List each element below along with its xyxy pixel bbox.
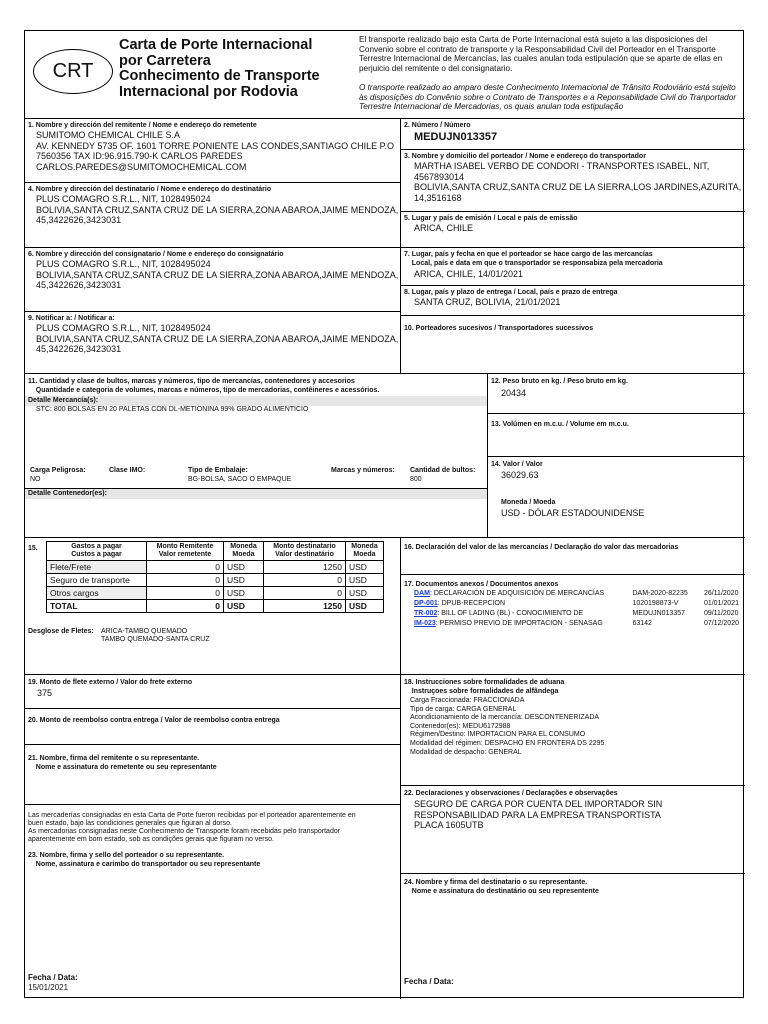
marks-label: Marcas y números: [331,467,395,474]
divider [400,211,745,212]
cost-sender: 0 [147,561,224,574]
divider [25,247,400,248]
divider [25,674,400,675]
external-freight-value: 375 [37,688,53,698]
field-7-label: 7. Lugar, país y fecha en que el porteador se hace cargo de las mercancías Local, país e data em que o transportador se responsabiza pela mercadoria [404,251,663,267]
notify-value: PLUS COMAGRO S.R.L., NIT, 1028495024 BOLIVIA,SANTA CRUZ,SANTA CRUZ DE LA SIERRA,ZONA ABAROA,JAIME MENDOZA, 45,3422626,3423031 [36,323,399,354]
currency-value: USD - DÓLAR ESTADOUNIDENSE [501,508,645,518]
cost-recipient: 0 [264,574,346,587]
freight-breakdown-value: ARICA-TAMBO QUEMADO TAMBO QUEMADO-SANTA CRUZ [101,628,210,643]
costs-header: Gastos a pagar Custos a pagar [47,542,147,561]
doc-number: 1020198873-V [632,600,679,607]
cost-name: Seguro de transporte [47,574,147,587]
package-count-label: Cantidad de bultos: [410,467,476,474]
emission-place: ARICA, CHILE [414,223,474,233]
divider [25,182,400,183]
date-label-left: Fecha / Data: [28,973,78,982]
divider [25,708,400,709]
doc-date: 07/12/2020 [703,620,739,627]
field-24-label: 24. Nombre y firma del destinatario o su representante. Nome e assinatura do destinatário ou seu representente [404,879,599,895]
doc-desc: : DPUB-RECEPCION [437,600,506,607]
divider [400,873,745,874]
divider [25,311,400,312]
field-14-label: 14. Valor / Valor [491,461,543,468]
doc-number: 63142 [632,620,652,627]
received-statement: Las mercaderías consignadas en esta Carta de Porte fueron recibidas por el porteador aparentemente en buen estado, bajo las condiciones generales que figuran al dorso. As mercadorias consignadas neste Conhecimento de Transporte foram recebidas pelo transportador aparentemente em bom estado, sob as condições gerais que figuram no verso. [28,812,356,843]
cost-currency: USD [224,587,264,600]
doc-date: 09/11/2020 [703,610,739,617]
customs-instructions: Carga Fraccionada: FRACCIONADA Tipo de carga: CARGA GENERAL Acondicionamiento de la mercancía: DESCONTENERIZADA Contenedor(es): MEDU6172988 Régimen/Destino: IMPORTACION PARA EL CONSUMO Modalidad del régimen: DESPACHO EN FRONTERA DS 2295 Modalidad de despacho: GENERAL [410,697,605,756]
divider [400,247,745,248]
document-title: Carta de Porte Internacional por Carretera Conhecimento de Transporte Internacional por Rodovia [119,37,320,100]
field-19-label: 19. Monto de flete externo / Valor do frete externo [28,679,193,686]
table-row [47,574,384,587]
field-1-label: 1. Nombre y dirección del remitente / Nome e endereço do remetente [28,122,257,129]
cost-sender: 0 [147,574,224,587]
field-12-label: 12. Peso bruto en kg. / Peso bruto em kg. [491,378,628,385]
cost-recipient: 1250 [264,561,346,574]
crt-document [24,30,744,998]
field-9-label: 9. Notificar a: / Notificar a: [28,315,115,322]
doc-number: MEDUJN013357 [632,610,685,617]
observations-value: SEGURO DE CARGA POR CUENTA DEL IMPORTADOR SIN RESPONSABILIDAD PARA LA EMPRESA TRANSPORTISTA PLACA 1605UTB [414,799,663,830]
crt-logo: CRT [33,49,113,94]
table-row [47,561,384,574]
divider [400,149,745,150]
divider [487,413,745,414]
divider [487,373,488,537]
cost-sender: 0 [147,600,224,613]
costs-header: Monto destinatario Valor destinatário [264,542,346,561]
field-5-label: 5. Lugar y país de emisión / Local e país de emissão [404,215,578,222]
doc-code-link[interactable]: TR-002 [414,610,438,617]
costs-table [46,541,384,613]
field-20-label: 20. Monto de reembolso contra entrega / Valor de reembolso contra entrega [28,717,280,724]
doc-number: DAM-2020-82235 [632,590,688,597]
gross-weight: 20434 [501,388,527,398]
cost-name: Flete/Frete [47,561,147,574]
detail-goods-label: Detalle Mercancía(s): [28,397,99,404]
date-label-right: Fecha / Data: [404,977,454,986]
divider [400,674,745,675]
list-item [412,590,741,598]
doc-desc: : BILL OF LADING (BL) - CONOCIMIENTO DE [437,610,584,617]
list-item [412,600,741,608]
doc-date: 26/11/2020 [703,590,739,597]
divider [400,118,401,373]
doc-desc: : PERMISO PREVIO DE IMPORTACION - SENASAG [435,620,603,627]
cost-name: Otros cargos [47,587,147,600]
divider [400,315,745,316]
costs-header: Moneda Moeda [346,542,384,561]
pickup-place-date: ARICA, CHILE, 14/01/2021 [414,269,524,279]
divider [400,574,745,575]
costs-header-row [47,542,384,561]
imo-class-label: Clase IMO: [109,467,146,474]
intro-text-es: El transporte realizado bajo esta Carta de Porte Internacional está sujeto a las disposiciones del Convenio sobre el contrato de transporte y la Responsabilidad Civil del Porteador en el Transporte Terrestre Internacional de Mercancías, las cuales anulan toda estipulación que se aparte de ellas en perjuicio del remitente o del consignatario. [359,35,723,73]
recipient-value: PLUS COMAGRO S.R.L., NIT, 1028495024 BOLIVIA,SANTA CRUZ,SANTA CRUZ DE LA SIERRA,ZONA ABAROA,JAIME MENDOZA, 45,3422626,3423031 [36,194,399,225]
attached-docs-table [410,588,743,630]
field-16-label: 16. Declaración del valor de las mercancías / Declaração do valor das mercadorias [404,544,679,551]
cost-currency: USD [346,600,384,613]
divider [25,804,400,805]
field-3-label: 3. Nombre y domicilio del porteador / Nome e endereço do transportador [404,153,646,160]
divider [400,537,401,999]
cost-currency: USD [346,561,384,574]
package-count-value: 800 [410,476,422,483]
doc-desc: : DECLARACIÓN DE ADQUISICIÓN DE MERCANCÍAS [429,590,605,597]
cost-recipient: 1250 [264,600,346,613]
field-8-label: 8. Lugar, país y plazo de entrega / Local, país e prazo de entrega [404,289,618,296]
divider [400,785,745,786]
divider [25,537,745,538]
cost-currency: USD [224,561,264,574]
cost-name: TOTAL [47,600,147,613]
field-13-label: 13. Volúmen en m.c.u. / Volume em m.c.u. [491,421,629,428]
doc-code-link[interactable]: DP-001 [414,600,438,607]
divider [487,456,745,457]
sender-value: SUMITOMO CHEMICAL CHILE S.A AV. KENNEDY 5735 OF. 1601 TORRE PONIENTE LAS CONDES,SANTIAGO CHILE P.O 7560356 TAX ID:96.915.790-K CARLOS PAREDES CARLOS.PAREDES@SUMITOMOCHEMICAL.COM [36,130,394,172]
field-6-label: 6. Nombre y dirección del consignatario / Nome e endereço do consignatário [28,251,284,258]
dangerous-goods-label: Carga Peligrosa: [30,467,86,474]
divider [400,285,745,286]
field-10-label: 10. Porteadores sucesivos / Transportadores sucessivos [404,325,594,332]
cost-currency: USD [224,600,264,613]
list-item [412,620,741,628]
field-21-label: 21. Nombre, firma del remitente o su representante. Nome e assinatura do remetente ou seu representante [28,755,217,771]
intro-text-pt: O transporte realizado ao amparo deste Conhecimento Internacional de Trânsito Rodoviário está sujeito às disposições do Convênio sobre o Contrato de Transportes e a Reponsabilidade Civil do Tranportador Terrestre Internacional de Mercadorias, os quais anulan toda estipulação [359,83,736,112]
field-2-label: 2. Número / Número [404,122,471,129]
document-number: MEDUJN013357 [414,131,498,143]
divider [25,744,400,745]
doc-code-link[interactable]: DAM [414,590,430,597]
packaging-label: Tipo de Embalaje: [188,467,248,474]
cost-currency: USD [224,574,264,587]
freight-breakdown-label: Desglose de Fletes: [28,628,94,635]
field-23-label: 23. Nombre, firma y sello del porteador o su representante. Nome, assinatura e carimbo do transportador ou seu representante [28,852,261,868]
table-row [47,587,384,600]
field-15-label: 15. [28,545,38,552]
divider [25,373,745,374]
cost-currency: USD [346,574,384,587]
cost-recipient: 0 [264,587,346,600]
field-11-label: 11. Cantidad y clase de bultos, marcas y números, tipo de mercancías, contenedores y accesorios Quantidade e categoria de volumes, marcas e números, tipo de mercadorias, contêineres e acessórios. [28,378,380,394]
detail-goods-value: STC: 800 BOLSAS EN 20 PALETAS CON DL-METIONINA 99% GRADO ALIMENTICIO [36,406,309,413]
container-detail-label: Detalle Contenedor(es): [28,490,107,497]
divider [25,118,745,119]
date-value-left: 15/01/2021 [28,983,69,992]
field-18-label: 18. Instrucciones sobre formalidades de aduana Instruçoes sobre formalidades de alfândega [404,679,565,695]
consignee-value: PLUS COMAGRO S.R.L., NIT, 1028495024 BOLIVIA,SANTA CRUZ,SANTA CRUZ DE LA SIERRA,ZONA ABAROA,JAIME MENDOZA, 45,3422626,3423031 [36,259,399,290]
cost-sender: 0 [147,587,224,600]
doc-date: 01/01/2021 [703,600,739,607]
doc-code-link[interactable]: IM-023 [414,620,436,627]
declared-value: 36029.63 [501,470,539,480]
delivery-place-date: SANTA CRUZ, BOLIVIA, 21/01/2021 [414,297,561,307]
field-22-label: 22. Declaraciones y observaciones / Declarações e observações [404,790,618,797]
dangerous-goods-value: NO [30,476,41,483]
list-item [412,610,741,618]
carrier-value: MARTHA ISABEL VERBO DE CONDORI - TRANSPORTES ISABEL, NIT, 4567893014 BOLIVIA,SANTA CRUZ,SANTA CRUZ DE LA SIERRA,LOS JARDINES,AZURITA, 14,3516168 [414,161,742,203]
costs-header: Monto Remitente Valor remetente [147,542,224,561]
costs-header: Moneda Moeda [224,542,264,561]
table-row-total [47,600,384,613]
cost-currency: USD [346,587,384,600]
currency-label: Moneda / Moeda [501,499,556,506]
field-4-label: 4. Nombre y dirección del destinatario / Nome e endereço do destinatário [28,186,272,193]
packaging-value: BG-BOLSA, SACO O EMPAQUE [188,476,292,483]
field-17-label: 17. Documentos anexos / Documentos anexos [404,581,559,588]
